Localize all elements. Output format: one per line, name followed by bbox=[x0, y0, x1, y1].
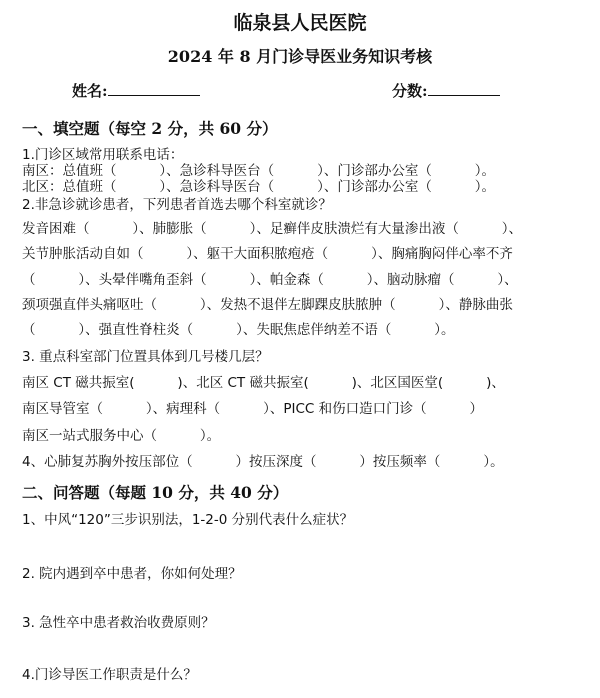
question-line: 南区导管室（ ）、病理科（ ）、PICC 和伤口造口门诊（ ） bbox=[22, 401, 484, 417]
question-line: 发音困难（ ）、肺膨胀（ ）、足癣伴皮肤溃烂有大量渗出液（ ）、 bbox=[22, 221, 522, 237]
question-line: 颈项强直伴头痛呕吐（ ）、发热不退伴左脚踝皮肤脓肿（ ）、静脉曲张 bbox=[22, 297, 513, 313]
question-line: 3. 重点科室部门位置具体到几号楼几层？ bbox=[22, 349, 269, 365]
score-label: 分数: bbox=[392, 82, 428, 100]
question-line: 2.非急诊就诊患者，下列患者首选去哪个科室就诊？ bbox=[22, 197, 332, 213]
section1-heading: 一、填空题（每空 2 分，共 60 分） bbox=[22, 119, 278, 138]
hospital-title: 临泉县人民医院 bbox=[233, 12, 367, 34]
question-line: 1.门诊区域常用联系电话： bbox=[22, 147, 184, 163]
question-line: （ ）、强直性脊柱炎（ ）、失眠焦虑伴纳差不语（ ）。 bbox=[22, 322, 455, 338]
question-line: 北区：总值班（ ）、急诊科导医台（ ）、门诊部办公室（ ）。 bbox=[22, 179, 495, 195]
name-blank[interactable] bbox=[108, 81, 200, 96]
name-label: 姓名: bbox=[72, 82, 108, 100]
name-field bbox=[72, 80, 200, 101]
essay-question: 2. 院内遇到卒中患者，你如何处理？ bbox=[22, 566, 242, 582]
section2-heading: 二、问答题（每题 10 分，共 40 分） bbox=[22, 483, 289, 502]
exam-title: 2024 年 8 月门诊导医业务知识考核 bbox=[167, 47, 433, 66]
question-line: 南区 CT 磁共振室( )、北区 CT 磁共振室( )、北区国医堂( )、 bbox=[22, 375, 505, 391]
score-blank[interactable] bbox=[428, 81, 500, 96]
question-line: 4、心肺复苏胸外按压部位（ ）按压深度（ ）按压频率（ ）。 bbox=[22, 454, 504, 470]
question-line: 南区：总值班（ ）、急诊科导医台（ ）、门诊部办公室（ ）。 bbox=[22, 163, 495, 179]
score-field bbox=[392, 80, 500, 101]
question-line: 关节肿胀活动自如（ ）、躯干大面积脓疱疮（ ）、胸痛胸闷伴心率不齐 bbox=[22, 246, 513, 262]
essay-question: 4.门诊导医工作职责是什么？ bbox=[22, 667, 197, 683]
question-line: （ ）、头晕伴嘴角歪斜（ ）、帕金森（ ）、脑动脉瘤（ ）、 bbox=[22, 272, 518, 288]
essay-question: 1、中风“120”三步识别法，1-2-0 分别代表什么症状？ bbox=[22, 512, 354, 528]
question-line: 南区一站式服务中心（ ）。 bbox=[22, 428, 221, 444]
essay-question: 3. 急性卒中患者救治收费原则？ bbox=[22, 615, 215, 631]
